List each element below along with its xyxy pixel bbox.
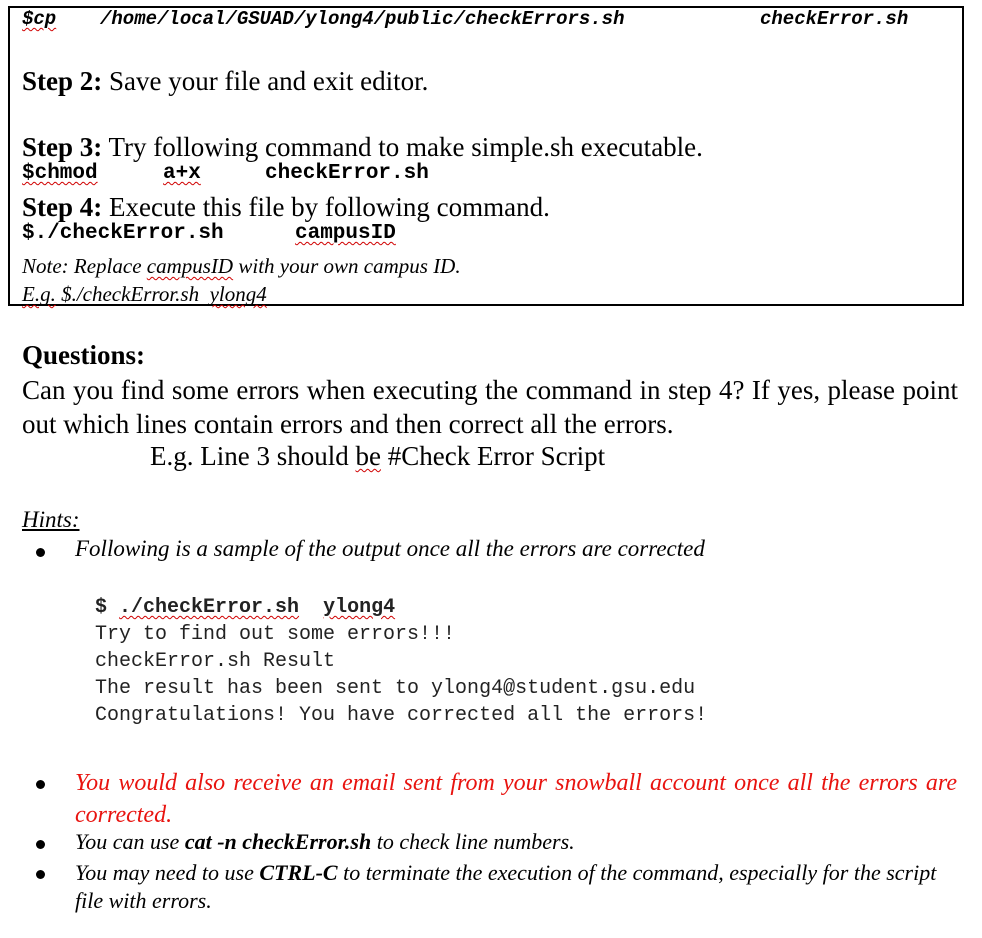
bullet-icon — [36, 870, 45, 879]
exec-arg: campusID — [295, 222, 396, 245]
note-campus-id: campusID — [146, 254, 234, 278]
cp-destination: checkError.sh — [760, 8, 909, 30]
sample-line-4: The result has been sent to ylong4@student.gsu.edu — [95, 677, 696, 700]
questions-example: E.g. Line 3 should be #Check Error Script — [150, 441, 606, 471]
step-2-text: Save your file and exit editor. — [102, 66, 429, 96]
chmod-file: checkError.sh — [265, 162, 429, 185]
cp-command: $cp — [22, 8, 57, 30]
chmod-command — [22, 162, 98, 185]
example-line: E.g. $./checkError.sh ylong4 — [22, 282, 267, 306]
step-4-text: Execute this file by following command. — [102, 192, 550, 222]
questions-body: Can you find some errors when executing the command in step 4? If yes, please point out which lines contain errors and then correct all the errors. — [22, 375, 958, 439]
step-2 — [22, 66, 428, 97]
sample-line-2: Try to find out some errors!!! — [95, 623, 456, 646]
sample-line-5: Congratulations! You have corrected all the errors! — [95, 704, 708, 727]
sample-command-line: $ ./checkError.sh ylong4 — [95, 596, 396, 619]
bullet-icon — [36, 840, 45, 849]
step-3 — [22, 132, 703, 163]
exec-command: $./checkError.sh — [22, 222, 224, 245]
step-3-label: Step 3: — [22, 132, 103, 162]
cp-source-path: /home/local/GSUAD/ylong4/public/checkErrors.sh — [100, 8, 625, 30]
sample-line-3: checkError.sh Result — [95, 650, 336, 673]
hint-bullet-3: You can use cat -n checkError.sh to check line numbers. — [75, 829, 575, 854]
bullet-icon — [36, 780, 45, 789]
step-4 — [22, 192, 550, 223]
hints-heading: Hints: — [22, 507, 80, 532]
hint-bullet-2: You would also receive an email sent from your snowball account once all the errors are corrected. — [75, 770, 957, 828]
chmod-cmd: $chmod — [22, 162, 98, 185]
example-arg: ylong4 — [209, 282, 267, 306]
step-3-text: Try following command to make simple.sh executable. — [102, 132, 703, 162]
note-line: Note: Replace campusID with your own campus ID. — [22, 254, 461, 278]
hint-bullet-1: Following is a sample of the output once all the errors are corrected — [75, 536, 705, 561]
chmod-arg: a+x — [163, 162, 201, 185]
step-4-label: Step 4: — [22, 192, 103, 222]
questions-heading: Questions: — [22, 340, 146, 370]
step-2-label: Step 2: — [22, 66, 103, 96]
cp-command-line — [22, 8, 56, 30]
bullet-icon — [36, 548, 45, 557]
hint-bullet-4: You may need to use CTRL-C to terminate the execution of the command, especially for the script file with errors. — [75, 860, 937, 913]
